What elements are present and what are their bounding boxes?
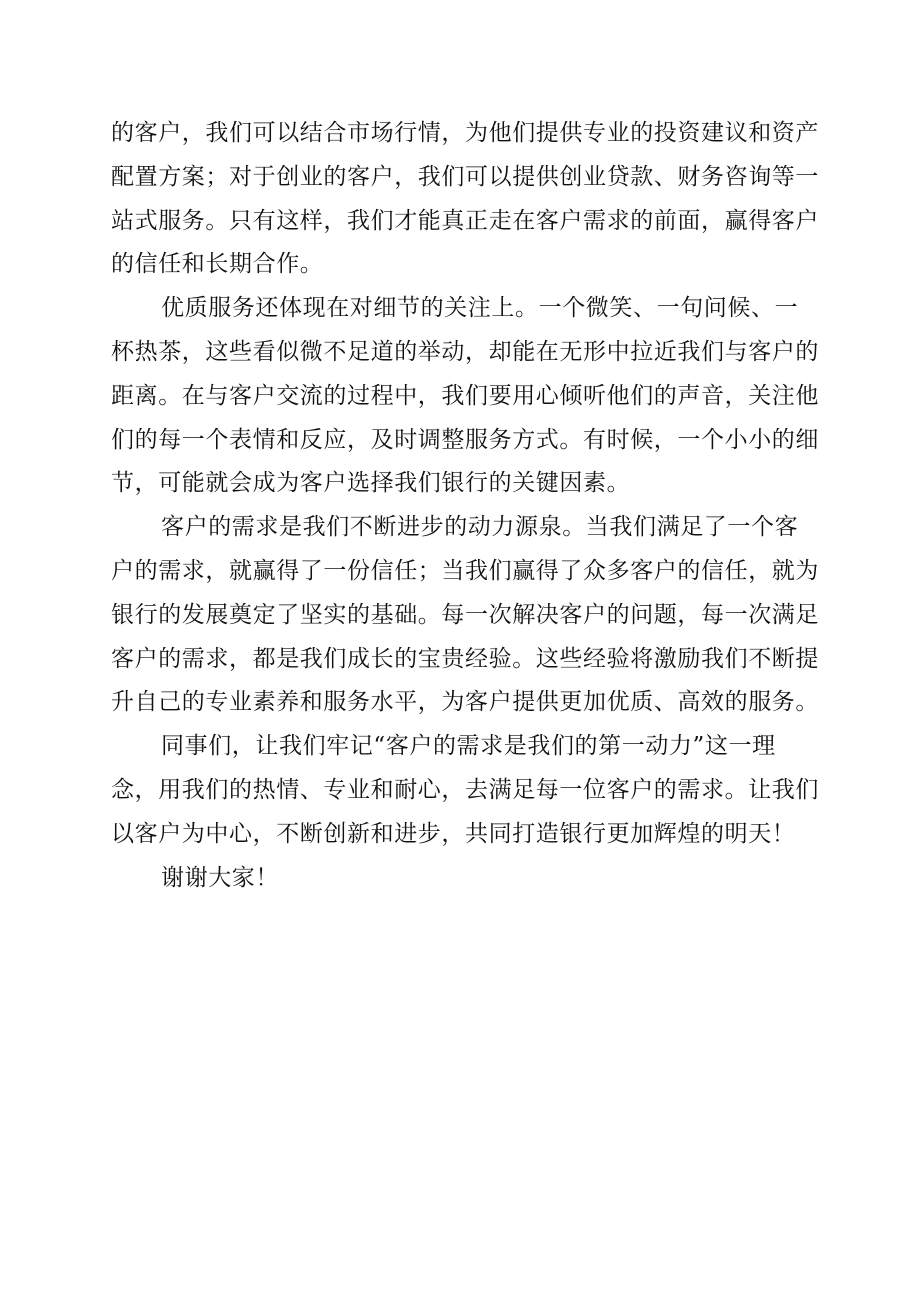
- text-line: 银行的发展奠定了坚实的基础。每一次解决客户的问题，每一次满足: [111, 601, 819, 628]
- text-line: 杯热茶，这些看似微不足道的举动，却能在无形中拉近我们与客户的: [111, 338, 819, 365]
- closing-line: 谢谢大家！: [161, 864, 279, 891]
- paragraph-start-line: 客户的需求是我们不断进步的动力源泉。当我们满足了一个客: [161, 514, 799, 541]
- text-line: 户的需求，就赢得了一份信任；当我们赢得了众多客户的信任，就为: [111, 557, 819, 584]
- text-line: 以客户为中心，不断创新和进步，共同打造银行更加辉煌的明天！: [111, 820, 796, 847]
- paragraph-start-line: 优质服务还体现在对细节的关注上。一个微笑、一句问候、一: [161, 295, 799, 322]
- text-line: 节，可能就会成为客户选择我们银行的关键因素。: [111, 470, 631, 497]
- text-line: 念，用我们的热情、专业和耐心，去满足每一位客户的需求。让我们: [111, 776, 819, 803]
- text-line: 配置方案；对于创业的客户，我们可以提供创业贷款、财务咨询等一: [111, 163, 819, 190]
- text-line: 们的每一个表情和反应，及时调整服务方式。有时候，一个小小的细: [111, 426, 819, 453]
- text-line: 的信任和长期合作。: [111, 251, 324, 278]
- text-line: 距离。在与客户交流的过程中，我们要用心倾听他们的声音，关注他: [111, 382, 819, 409]
- text-line: 站式服务。只有这样，我们才能真正走在客户需求的前面，赢得客户: [111, 207, 819, 234]
- speech-text: [111, 112, 819, 900]
- text-line: 的客户，我们可以结合市场行情，为他们提供专业的投资建议和资产: [111, 120, 819, 146]
- paragraph-start-line: 同事们，让我们牢记“客户的需求是我们的第一动力”这一理: [161, 733, 776, 760]
- text-line: 客户的需求，都是我们成长的宝贵经验。这些经验将激励我们不断提: [111, 645, 819, 672]
- text-line: 升自己的专业素养和服务水平，为客户提供更加优质、高效的服务。: [111, 689, 819, 716]
